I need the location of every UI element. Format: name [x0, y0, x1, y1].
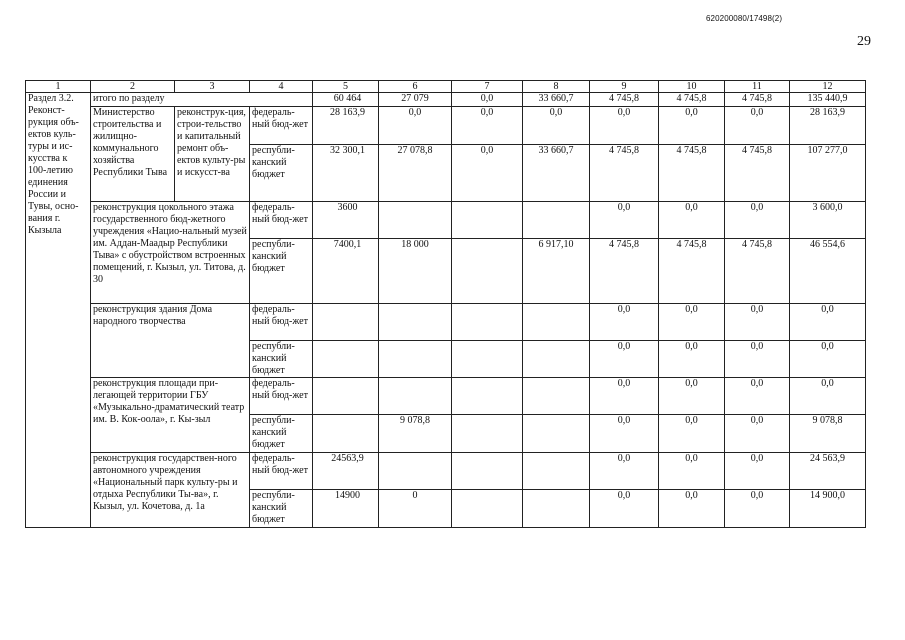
value-cell: 7400,1 — [313, 239, 379, 304]
total-label: итого по разделу — [91, 93, 313, 107]
value-cell: 0,0 — [590, 341, 659, 378]
executor-cell: Министерство строительства и жилищно-коммунального хозяйства Республики Тыва — [91, 107, 175, 202]
column-number: 1 — [26, 81, 91, 93]
column-number: 6 — [379, 81, 452, 93]
value-cell — [452, 304, 523, 341]
value-cell: 0,0 — [725, 415, 790, 453]
value-cell — [379, 453, 452, 490]
value-cell: 0,0 — [590, 453, 659, 490]
value-cell: 28 163,9 — [790, 107, 866, 145]
value-cell: 0,0 — [590, 490, 659, 528]
value-cell — [379, 202, 452, 239]
value-cell: 0,0 — [659, 378, 725, 415]
value-cell: 0,0 — [790, 341, 866, 378]
value-cell: 0,0 — [659, 453, 725, 490]
value-cell: 4 745,8 — [659, 93, 725, 107]
value-cell: 4 745,8 — [725, 145, 790, 202]
value-cell: 0,0 — [725, 378, 790, 415]
value-cell: 33 660,7 — [523, 145, 590, 202]
value-cell: 32 300,1 — [313, 145, 379, 202]
column-number: 2 — [91, 81, 175, 93]
value-cell: 24563,9 — [313, 453, 379, 490]
value-cell — [313, 304, 379, 341]
value-cell: 0,0 — [379, 107, 452, 145]
value-cell — [313, 378, 379, 415]
value-cell — [523, 378, 590, 415]
value-cell: 0,0 — [725, 453, 790, 490]
value-cell: 0,0 — [659, 490, 725, 528]
table-row — [26, 304, 866, 341]
object-name: реконструкция здания Дома народного творчества — [91, 304, 250, 378]
column-number: 3 — [175, 81, 250, 93]
value-cell — [452, 415, 523, 453]
object-name: реконструкция государствен-ного автономного учреждения «Национальный парк культу-ры и отдыха Республики Ты-ва», г. Кызыл, ул. Кочетова, д. 1а — [91, 453, 250, 528]
value-cell — [452, 239, 523, 304]
column-number: 12 — [790, 81, 866, 93]
budget-table — [25, 80, 866, 528]
action-cell: реконструк-ция, строи-тельство и капитальный ремонт объ-ектов культу-ры и искусст-ва — [175, 107, 250, 202]
value-cell — [523, 490, 590, 528]
section-title: Раздел 3.2. Реконст-рукция объ-ектов куль-туры и ис-кусства к 100-летию единения России и Тувы, осно-вания г. Кызыла — [26, 93, 91, 528]
header-row — [26, 81, 866, 93]
value-cell: 4 745,8 — [725, 239, 790, 304]
value-cell — [523, 202, 590, 239]
value-cell: 4 745,8 — [659, 239, 725, 304]
value-cell — [523, 304, 590, 341]
value-cell — [452, 378, 523, 415]
value-cell: 0,0 — [790, 378, 866, 415]
value-cell: 3 600,0 — [790, 202, 866, 239]
column-number: 11 — [725, 81, 790, 93]
value-cell — [313, 415, 379, 453]
column-number: 8 — [523, 81, 590, 93]
value-cell: 0,0 — [725, 304, 790, 341]
value-cell: 0,0 — [452, 107, 523, 145]
object-name: реконструкция площади при-легающей территории ГБУ «Музыкально-драматический театр им. В. Кок-оола», г. Кы-зыл — [91, 378, 250, 453]
funding-source: республи-канский бюджет — [250, 490, 313, 528]
value-cell — [313, 341, 379, 378]
value-cell — [379, 304, 452, 341]
table-row — [26, 93, 866, 107]
value-cell: 27 079 — [379, 93, 452, 107]
value-cell: 0 — [379, 490, 452, 528]
value-cell: 28 163,9 — [313, 107, 379, 145]
value-cell: 4 745,8 — [590, 145, 659, 202]
value-cell: 0,0 — [590, 304, 659, 341]
value-cell: 107 277,0 — [790, 145, 866, 202]
funding-source: республи-канский бюджет — [250, 341, 313, 378]
value-cell — [452, 341, 523, 378]
value-cell: 0,0 — [523, 107, 590, 145]
value-cell: 0,0 — [659, 107, 725, 145]
value-cell: 0,0 — [590, 378, 659, 415]
funding-source: республи-канский бюджет — [250, 239, 313, 304]
value-cell: 0,0 — [659, 341, 725, 378]
funding-source: федераль-ный бюд-жет — [250, 202, 313, 239]
value-cell: 0,0 — [725, 341, 790, 378]
funding-source: федераль-ный бюд-жет — [250, 304, 313, 341]
column-number: 9 — [590, 81, 659, 93]
column-number: 10 — [659, 81, 725, 93]
object-name: реконструкция цокольного этажа государственного бюд-жетного учреждения «Нацио-нальный музей им. Аддан-Маадыр Республики Тыва» с обустройством встроенных помещений, г. Кызыл, ул. Титова, д. 30 — [91, 202, 250, 304]
funding-source: республи-канский бюджет — [250, 145, 313, 202]
value-cell: 0,0 — [452, 93, 523, 107]
value-cell: 0,0 — [590, 107, 659, 145]
value-cell: 4 745,8 — [590, 239, 659, 304]
value-cell: 3600 — [313, 202, 379, 239]
value-cell — [523, 341, 590, 378]
value-cell: 24 563,9 — [790, 453, 866, 490]
value-cell: 0,0 — [725, 202, 790, 239]
value-cell: 0,0 — [725, 107, 790, 145]
funding-source: федераль-ный бюд-жет — [250, 378, 313, 415]
value-cell: 6 917,10 — [523, 239, 590, 304]
value-cell — [523, 415, 590, 453]
value-cell: 0,0 — [590, 415, 659, 453]
value-cell: 0,0 — [590, 202, 659, 239]
value-cell: 0,0 — [659, 202, 725, 239]
value-cell: 14 900,0 — [790, 490, 866, 528]
table-row — [26, 107, 866, 145]
value-cell: 14900 — [313, 490, 379, 528]
table-row — [26, 453, 866, 490]
funding-source: федераль-ный бюд-жет — [250, 107, 313, 145]
value-cell: 18 000 — [379, 239, 452, 304]
value-cell: 46 554,6 — [790, 239, 866, 304]
document-id: 620200080/17498(2) — [706, 14, 783, 23]
value-cell — [452, 202, 523, 239]
value-cell: 0,0 — [659, 415, 725, 453]
value-cell: 60 464 — [313, 93, 379, 107]
value-cell: 33 660,7 — [523, 93, 590, 107]
funding-source: федераль-ный бюд-жет — [250, 453, 313, 490]
column-number: 5 — [313, 81, 379, 93]
value-cell: 4 745,8 — [590, 93, 659, 107]
value-cell: 9 078,8 — [379, 415, 452, 453]
value-cell — [379, 378, 452, 415]
value-cell: 135 440,9 — [790, 93, 866, 107]
value-cell: 4 745,8 — [659, 145, 725, 202]
value-cell: 0,0 — [790, 304, 866, 341]
table-row — [26, 378, 866, 415]
value-cell — [452, 490, 523, 528]
value-cell — [379, 341, 452, 378]
funding-source: республи-канский бюджет — [250, 415, 313, 453]
value-cell: 27 078,8 — [379, 145, 452, 202]
value-cell: 9 078,8 — [790, 415, 866, 453]
table-row — [26, 202, 866, 239]
value-cell: 0,0 — [725, 490, 790, 528]
value-cell — [452, 453, 523, 490]
value-cell: 0,0 — [659, 304, 725, 341]
column-number: 4 — [250, 81, 313, 93]
value-cell: 4 745,8 — [725, 93, 790, 107]
column-number: 7 — [452, 81, 523, 93]
page-number: 29 — [857, 34, 871, 49]
value-cell: 0,0 — [452, 145, 523, 202]
value-cell — [523, 453, 590, 490]
